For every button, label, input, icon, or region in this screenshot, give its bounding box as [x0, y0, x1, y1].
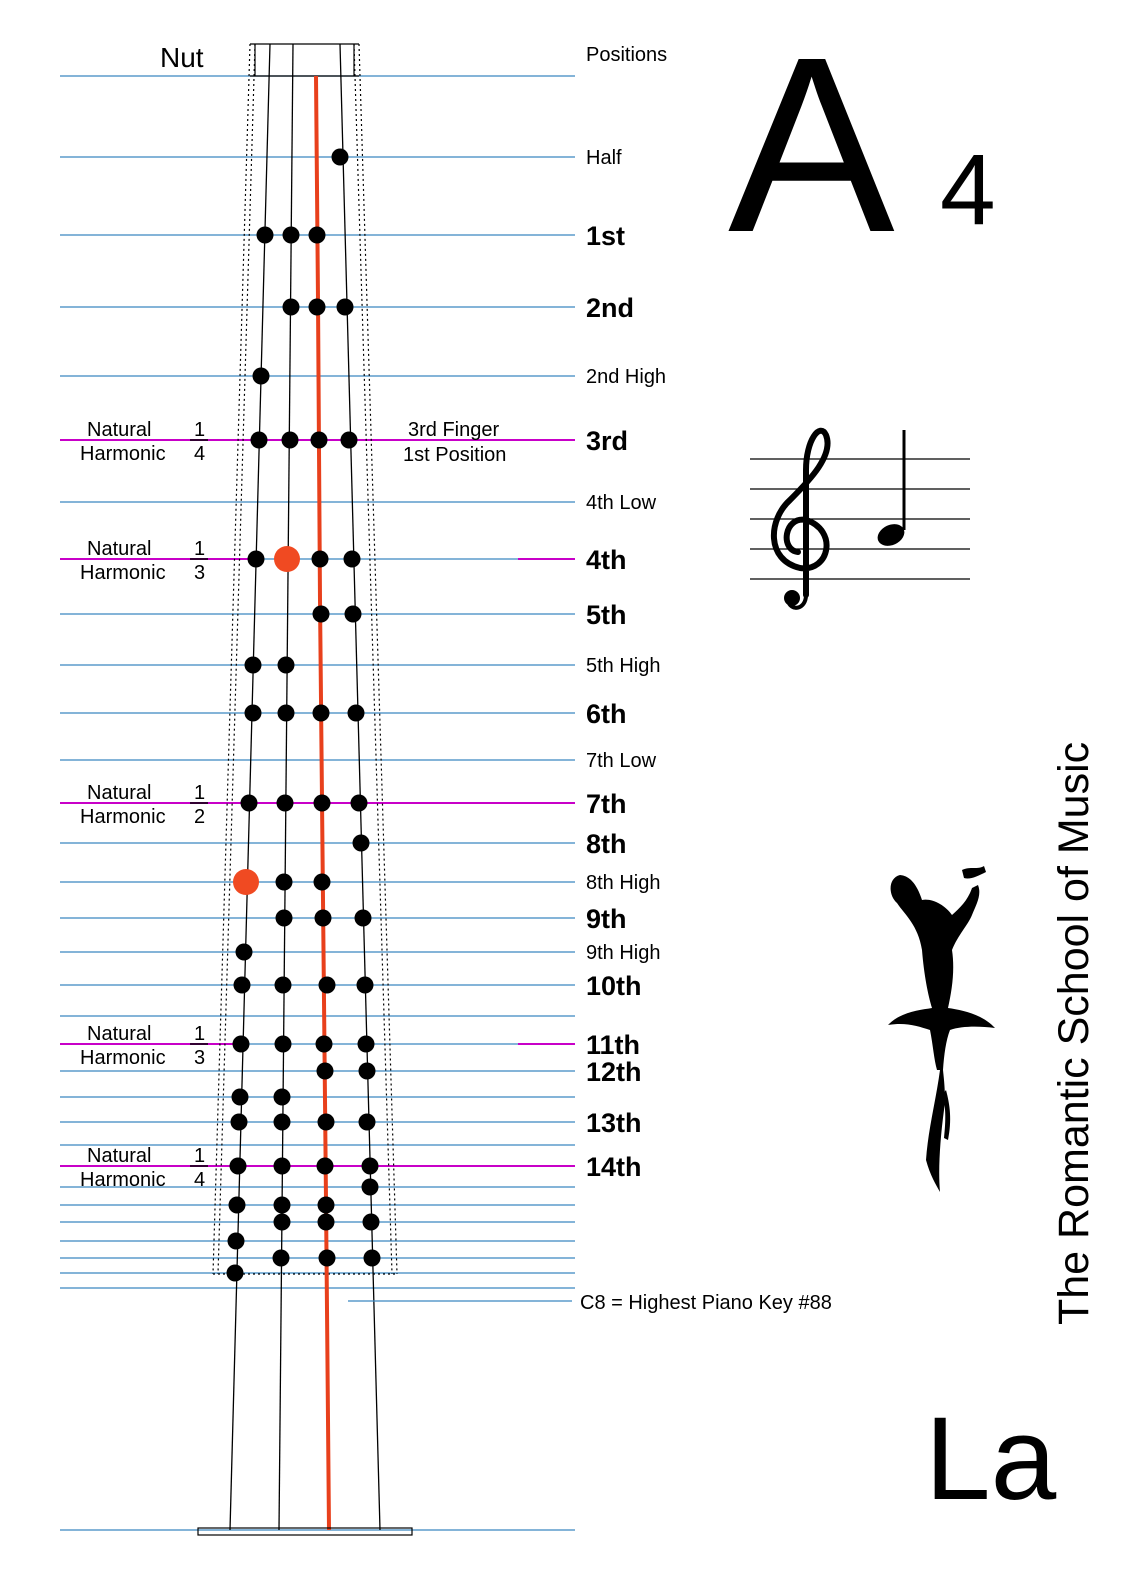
finger-dot	[319, 1250, 336, 1267]
finger-dot	[253, 368, 270, 385]
finger-dot	[248, 551, 265, 568]
finger-dot	[275, 977, 292, 994]
position-label: 3rd	[586, 426, 629, 456]
finger-dot	[332, 149, 349, 166]
finger-dot	[353, 835, 370, 852]
harmonic-fraction-numerator: 1	[194, 1023, 206, 1045]
harmonic-label-line2: Harmonic	[80, 1169, 166, 1191]
third-finger-line2: 1st Position	[403, 444, 507, 466]
finger-dot	[358, 1036, 375, 1053]
finger-dot	[231, 1114, 248, 1131]
finger-dot	[359, 1063, 376, 1080]
octave-number: 4	[940, 134, 996, 246]
solfege-syllable: La	[925, 1393, 1057, 1525]
finger-dot	[282, 432, 299, 449]
position-label: 9th High	[586, 942, 661, 964]
finger-dot	[319, 977, 336, 994]
position-label: 14th	[586, 1152, 642, 1182]
harmonic-labels	[80, 419, 208, 1191]
harmonic-fraction-denominator: 4	[194, 443, 206, 465]
position-label: 10th	[586, 971, 642, 1001]
position-label: 7th Low	[586, 750, 657, 772]
finger-dot	[318, 1214, 335, 1231]
harmonic-label-line1: Natural	[87, 419, 152, 441]
finger-dot	[274, 1197, 291, 1214]
finger-dot	[362, 1158, 379, 1175]
finger-dot	[228, 1233, 245, 1250]
finger-dot	[234, 977, 251, 994]
finger-dot	[357, 977, 374, 994]
harmonic-fraction-denominator: 2	[194, 806, 206, 828]
finger-dot	[273, 1250, 290, 1267]
position-label: 11th	[586, 1030, 641, 1060]
finger-dot	[314, 874, 331, 891]
finger-dot	[276, 910, 293, 927]
harmonic-fraction-numerator: 1	[194, 538, 206, 560]
finger-dot	[274, 1089, 291, 1106]
finger-dot	[283, 299, 300, 316]
positions-header: Positions	[586, 44, 668, 66]
harmonic-fraction-numerator: 1	[194, 1145, 206, 1167]
position-label: 13th	[586, 1108, 642, 1138]
finger-dots	[227, 149, 381, 1282]
finger-dot	[344, 551, 361, 568]
finger-dot	[232, 1089, 249, 1106]
finger-dot	[318, 1197, 335, 1214]
harmonic-label	[80, 782, 208, 828]
finger-dot	[364, 1250, 381, 1267]
finger-dot	[241, 795, 258, 812]
finger-dot	[311, 432, 328, 449]
finger-dot	[318, 1114, 335, 1131]
string-d	[279, 44, 293, 1530]
position-label: 12th	[586, 1057, 642, 1087]
finger-dot	[341, 432, 358, 449]
finger-dot	[337, 299, 354, 316]
finger-dot	[275, 1036, 292, 1053]
finger-dot	[277, 795, 294, 812]
note-letter: A	[728, 5, 895, 284]
string-e	[340, 44, 380, 1530]
harmonic-fraction-numerator: 1	[194, 782, 206, 804]
harmonic-label-line1: Natural	[87, 538, 152, 560]
finger-dot	[251, 432, 268, 449]
finger-dot	[274, 1214, 291, 1231]
harmonic-fraction-denominator: 4	[194, 1169, 206, 1191]
finger-dot	[362, 1179, 379, 1196]
highest-key-note: C8 = Highest Piano Key #88	[580, 1292, 832, 1314]
school-name: The Romantic School of Music	[1050, 741, 1098, 1325]
finger-dot	[283, 227, 300, 244]
a4-highlight-dot	[233, 869, 259, 895]
quarter-note-icon	[874, 430, 908, 550]
position-label: 5th High	[586, 655, 661, 677]
finger-dot	[348, 705, 365, 722]
position-label: 8th	[586, 829, 627, 859]
finger-dot	[274, 1158, 291, 1175]
harmonic-label	[80, 1023, 208, 1069]
harmonic-label-line1: Natural	[87, 1145, 152, 1167]
finger-dot	[274, 1114, 291, 1131]
position-label: 9th	[586, 904, 627, 934]
finger-dot	[345, 606, 362, 623]
nut-label: Nut	[160, 42, 204, 73]
nut	[250, 44, 359, 76]
position-label: 8th High	[586, 872, 661, 894]
harmonic-fraction-numerator: 1	[194, 419, 206, 441]
strings	[230, 44, 380, 1530]
harmonic-label	[80, 538, 208, 584]
harmonic-label-line2: Harmonic	[80, 562, 166, 584]
position-label: 1st	[586, 221, 626, 251]
position-labels	[586, 147, 666, 1182]
harmonic-fraction-denominator: 3	[194, 562, 206, 584]
finger-dot	[313, 606, 330, 623]
finger-dot	[317, 1063, 334, 1080]
harmonic-fraction-denominator: 3	[194, 1047, 206, 1069]
violinist-silhouette-icon	[888, 866, 995, 1192]
harmonic-label-line1: Natural	[87, 782, 152, 804]
finger-dot	[359, 1114, 376, 1131]
finger-dot	[309, 299, 326, 316]
finger-dot	[245, 657, 262, 674]
position-label: 2nd	[586, 293, 635, 323]
position-label: 2nd High	[586, 366, 667, 388]
finger-dot	[309, 227, 326, 244]
finger-dot	[276, 874, 293, 891]
finger-dot	[230, 1158, 247, 1175]
finger-dot	[363, 1214, 380, 1231]
third-finger-line1: 3rd Finger	[408, 419, 500, 441]
finger-dot	[245, 705, 262, 722]
finger-dot	[351, 795, 368, 812]
harmonic-label	[80, 419, 208, 465]
finger-dot	[312, 551, 329, 568]
harmonic-label	[80, 1145, 208, 1191]
position-label: 4th	[586, 545, 627, 575]
finger-dot	[316, 1036, 333, 1053]
finger-dot	[314, 795, 331, 812]
finger-dot	[257, 227, 274, 244]
finger-dot	[278, 705, 295, 722]
position-label: Half	[586, 147, 622, 169]
position-label: 7th	[586, 789, 627, 819]
position-label: 5th	[586, 600, 627, 630]
finger-dot	[233, 1036, 250, 1053]
harmonic-label-line2: Harmonic	[80, 1047, 166, 1069]
finger-dot	[236, 944, 253, 961]
finger-dot	[313, 705, 330, 722]
string-g	[230, 44, 270, 1530]
finger-dot	[229, 1197, 246, 1214]
harmonic-label-line1: Natural	[87, 1023, 152, 1045]
finger-dot	[317, 1158, 334, 1175]
finger-dot	[355, 910, 372, 927]
position-label: 4th Low	[586, 492, 657, 514]
finger-dot	[315, 910, 332, 927]
finger-dot	[227, 1265, 244, 1282]
position-label: 6th	[586, 699, 627, 729]
finger-dot	[278, 657, 295, 674]
a4-highlight-dot	[274, 546, 300, 572]
harmonic-label-line2: Harmonic	[80, 443, 166, 465]
harmonic-label-line2: Harmonic	[80, 806, 166, 828]
